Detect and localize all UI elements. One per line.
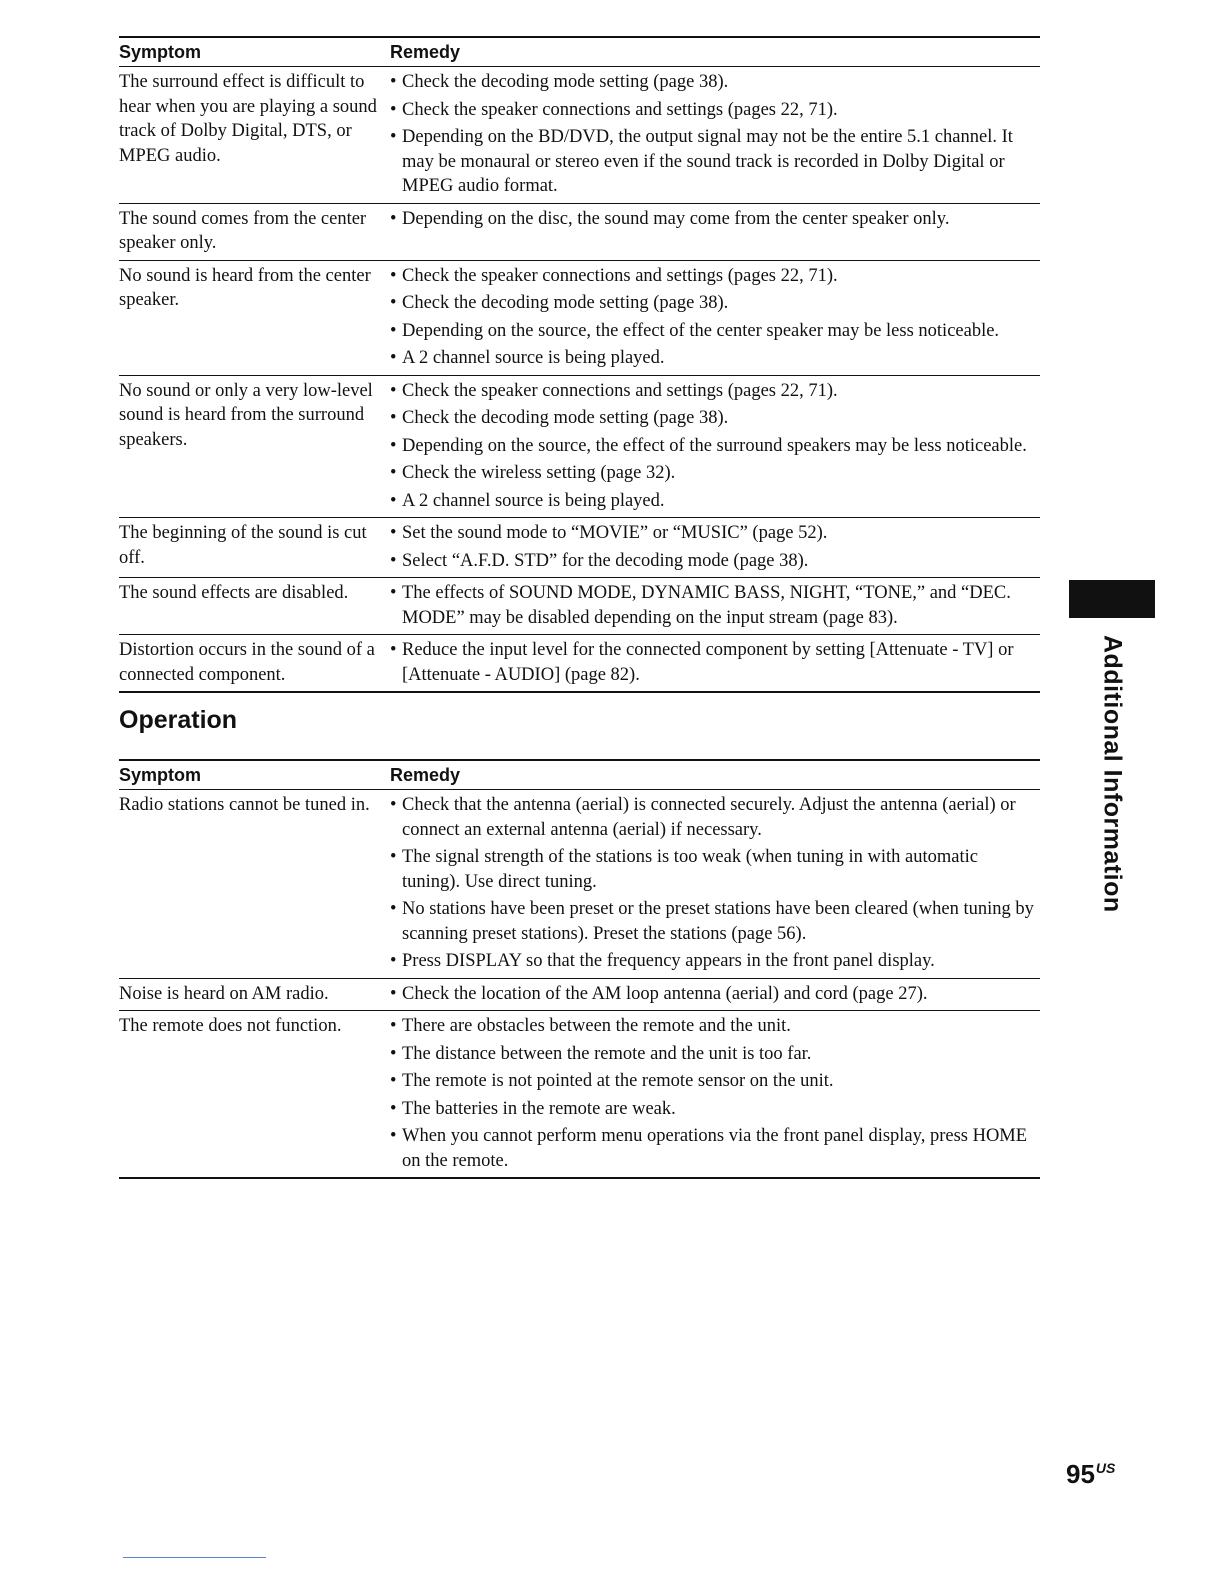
- symptom-cell: The sound comes from the center speaker only.: [119, 203, 390, 260]
- table-row: [119, 578, 1040, 635]
- remedy-list: [390, 70, 1040, 199]
- remedy-list: [390, 379, 1040, 514]
- remedy-item: • Check the decoding mode setting (page 38).: [390, 406, 1040, 431]
- table-row: [119, 978, 1040, 1011]
- table-row: [119, 635, 1040, 693]
- symptom-cell: The sound effects are disabled.: [119, 578, 390, 635]
- section-tab-marker: [1069, 580, 1155, 618]
- remedy-item: • Check the wireless setting (page 32).: [390, 461, 1040, 486]
- symptom-header: Symptom: [119, 37, 390, 67]
- remedy-cell: [390, 635, 1040, 693]
- remedy-item: • Set the sound mode to “MOVIE” or “MUSIC” (page 52).: [390, 521, 1040, 546]
- symptom-cell: Radio stations cannot be tuned in.: [119, 790, 390, 979]
- remedy-item: • There are obstacles between the remote and the unit.: [390, 1014, 1040, 1039]
- symptom-header: Symptom: [119, 760, 390, 790]
- remedy-list: [390, 264, 1040, 371]
- remedy-item: • Check the speaker connections and settings (pages 22, 71).: [390, 379, 1040, 404]
- table-row: [119, 790, 1040, 979]
- remedy-item: • No stations have been preset or the preset stations have been cleared (when tuning by scanning preset stations). Preset the stations (page 56).: [390, 897, 1040, 946]
- remedy-header: Remedy: [390, 37, 1040, 67]
- remedy-list: [390, 207, 1040, 232]
- table-row: [119, 518, 1040, 578]
- symptom-cell: The beginning of the sound is cut off.: [119, 518, 390, 578]
- operation-heading: Operation: [119, 706, 238, 734]
- remedy-item: • A 2 channel source is being played.: [390, 489, 1040, 514]
- table-row: [119, 260, 1040, 375]
- remedy-cell: [390, 790, 1040, 979]
- remedy-item: • Select “A.F.D. STD” for the decoding mode (page 38).: [390, 549, 1040, 574]
- remedy-item: • The signal strength of the stations is too weak (when tuning in with automatic tuning). Use direct tuning.: [390, 845, 1040, 894]
- symptom-cell: The remote does not function.: [119, 1011, 390, 1179]
- symptom-cell: Distortion occurs in the sound of a connected component.: [119, 635, 390, 693]
- remedy-item: • Check that the antenna (aerial) is connected securely. Adjust the antenna (aerial) or connect an external antenna (aerial) if necessary.: [390, 793, 1040, 842]
- symptom-cell: No sound is heard from the center speaker.: [119, 260, 390, 375]
- remedy-item: • The effects of SOUND MODE, DYNAMIC BASS, NIGHT, “TONE,” and “DEC. MODE” may be disabled depending on the input stream (page 83).: [390, 581, 1040, 630]
- remedy-list: [390, 581, 1040, 630]
- remedy-item: • Depending on the disc, the sound may come from the center speaker only.: [390, 207, 1040, 232]
- remedy-item: • A 2 channel source is being played.: [390, 346, 1040, 371]
- remedy-cell: [390, 260, 1040, 375]
- section-tab-label: Additional Information: [1098, 635, 1127, 913]
- remedy-item: • Depending on the BD/DVD, the output signal may not be the entire 5.1 channel. It may be monaural or stereo even if the sound track is recorded in Dolby Digital or MPEG audio format.: [390, 125, 1040, 199]
- symptom-cell: No sound or only a very low-level sound is heard from the surround speakers.: [119, 375, 390, 518]
- page-number: [1066, 1459, 1115, 1490]
- remedy-item: • The distance between the remote and the unit is too far.: [390, 1042, 1040, 1067]
- remedy-item: • Check the decoding mode setting (page 38).: [390, 291, 1040, 316]
- remedy-list: [390, 793, 1040, 974]
- sound-troubleshooting-table: [119, 36, 1040, 693]
- symptom-cell: The surround effect is difficult to hear when you are playing a sound track of Dolby Digital, DTS, or MPEG audio.: [119, 67, 390, 204]
- page-number-value: 95: [1066, 1459, 1095, 1489]
- remedy-item: • Reduce the input level for the connected component by setting [Attenuate - TV] or [Attenuate - AUDIO] (page 82).: [390, 638, 1040, 687]
- remedy-cell: [390, 578, 1040, 635]
- footer-rule: [123, 1557, 266, 1558]
- remedy-item: • Check the decoding mode setting (page 38).: [390, 70, 1040, 95]
- remedy-item: • Depending on the source, the effect of the center speaker may be less noticeable.: [390, 319, 1040, 344]
- remedy-cell: [390, 978, 1040, 1011]
- remedy-item: • When you cannot perform menu operations via the front panel display, press HOME on the remote.: [390, 1124, 1040, 1173]
- remedy-cell: [390, 375, 1040, 518]
- table-row: [119, 203, 1040, 260]
- remedy-cell: [390, 67, 1040, 204]
- remedy-header: Remedy: [390, 760, 1040, 790]
- remedy-item: • Depending on the source, the effect of the surround speakers may be less noticeable.: [390, 434, 1040, 459]
- remedy-item: • Check the location of the AM loop antenna (aerial) and cord (page 27).: [390, 982, 1040, 1007]
- remedy-list: [390, 521, 1040, 573]
- page-number-suffix: US: [1095, 1460, 1116, 1476]
- remedy-list: [390, 982, 1040, 1007]
- page-content: [119, 36, 1040, 1179]
- table-row: [119, 1011, 1040, 1179]
- remedy-cell: [390, 203, 1040, 260]
- table-header-row: [119, 760, 1040, 790]
- remedy-cell: [390, 1011, 1040, 1179]
- remedy-item: • Check the speaker connections and settings (pages 22, 71).: [390, 264, 1040, 289]
- remedy-item: • Press DISPLAY so that the frequency appears in the front panel display.: [390, 949, 1040, 974]
- remedy-cell: [390, 518, 1040, 578]
- symptom-cell: Noise is heard on AM radio.: [119, 978, 390, 1011]
- sound-table-body: [119, 67, 1040, 693]
- remedy-item: • The batteries in the remote are weak.: [390, 1097, 1040, 1122]
- remedy-item: • The remote is not pointed at the remote sensor on the unit.: [390, 1069, 1040, 1094]
- remedy-item: • Check the speaker connections and settings (pages 22, 71).: [390, 98, 1040, 123]
- table-header-row: [119, 37, 1040, 67]
- table-row: [119, 375, 1040, 518]
- remedy-list: [390, 638, 1040, 687]
- operation-table-body: [119, 790, 1040, 1179]
- remedy-list: [390, 1014, 1040, 1173]
- table-row: [119, 67, 1040, 204]
- operation-troubleshooting-table: [119, 759, 1040, 1179]
